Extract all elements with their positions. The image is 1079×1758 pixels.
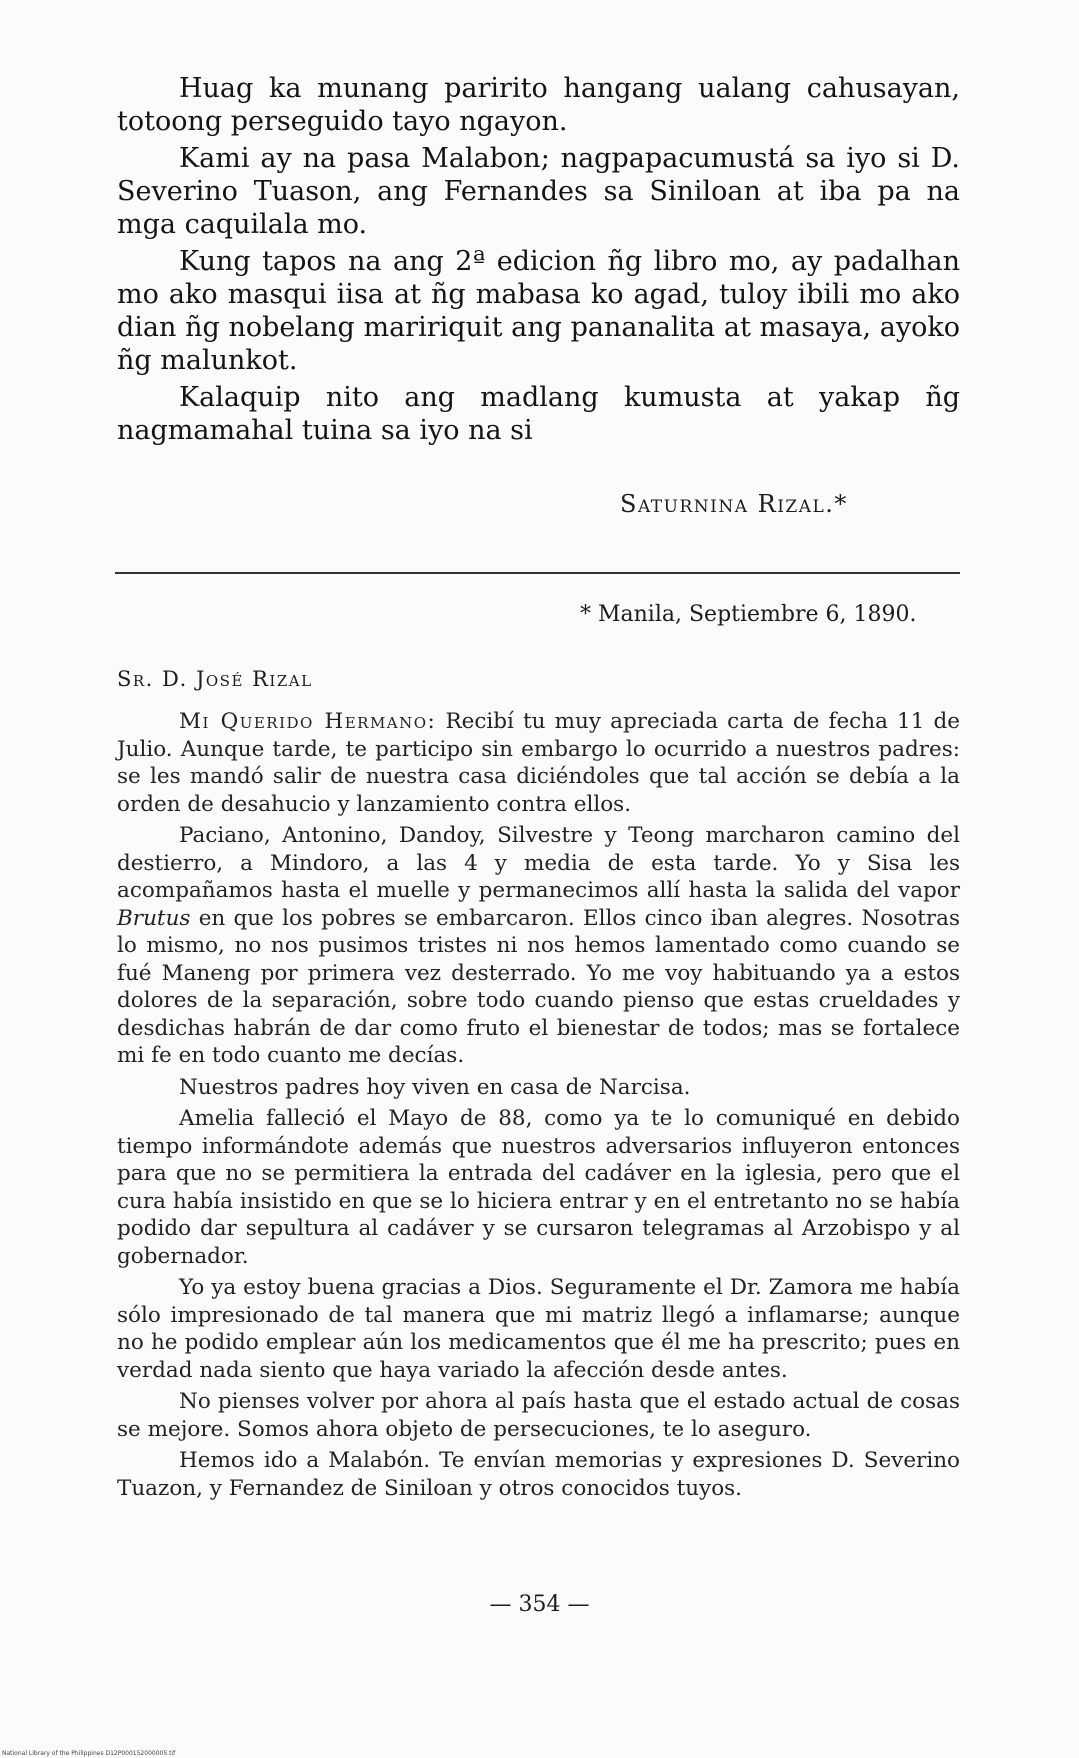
salutation: Mi Querido Hermano: [179, 709, 437, 734]
addressee: Sr. D. José Rizal [117, 667, 313, 691]
paragraph: Kalaquip nito ang madlang kumusta at yakap ñg nagmamahal tuina sa iyo na si [117, 382, 960, 446]
paragraph: Nuestros padres hoy viven en casa de Narcisa. [179, 1074, 691, 1100]
page-number: — 354 — [489, 1592, 590, 1617]
letter-tagalog [117, 72, 960, 447]
paragraph [117, 822, 960, 1070]
letter-spanish [117, 708, 960, 1502]
paragraph: Kami ay na pasa Malabon; nagpapacumustá sa iyo si D. Severino Tuason, ang Fernandes sa Siniloan at iba pa na mga caquilala mo. [117, 143, 960, 240]
paragraph: Hemos ido a Malabón. Te envían memorias y expresiones D. Severino Tuazon, y Fernandez de Siniloan y otros conocidos tuyos. [117, 1448, 960, 1501]
paragraph-text: Paciano, Antonino, Dandoy, Silvestre y Teong marcharon camino del destierro, a Mindoro, a las 4 y media de esta tarde. Yo y Sisa les acompañamos hasta el muelle y permanecimos allí hasta la salida del vapor [117, 823, 960, 903]
paragraph: Yo ya estoy buena gracias a Dios. Seguramente el Dr. Zamora me había sólo impresionado de tal manera que mi matriz llegó a inflamarse; aunque no he podido emplear aún los medicamentos que él me ha prescrito; pues en verdad nada siento que haya variado la afección desde antes. [117, 1275, 960, 1383]
paragraph: Amelia falleció el Mayo de 88, como ya te lo comuniqué en debido tiempo informándote además que nuestros adversarios influyeron entonces para que no se permitiera la entrada del cadáver en la iglesia, pero que el cura había insistido en que se lo hiciera entrar y en el entretanto no se había podido dar sepultura al cadáver y se cursaron telegramas al Arzobispo y al gobernador. [117, 1106, 960, 1269]
ship-name: Brutus [117, 905, 191, 931]
paragraph: Kung tapos na ang 2ª edicion ñg libro mo, ay padalhan mo ako masqui iisa at ñg mabasa ko agad, tuloy ibili mo ako dian ñg nobelang maririquit ang pananalita at masaya, ayoko ñg malunkot. [117, 246, 960, 376]
signature: Saturnina Rizal.* [620, 490, 848, 518]
paragraph-text: Recibí tu muy apreciada carta de fecha 11 de Julio. Aunque tarde, te participo sin embargo lo ocurrido a nuestros padres: se les mandó salir de nuestra casa diciéndoles que tal acción se debía a la orden de desahucio y lanzamiento contra ellos. [117, 709, 960, 817]
divider [115, 572, 960, 574]
footnote-dateline: * Manila, Septiembre 6, 1890. [580, 602, 917, 627]
paragraph-text: en que los pobres se embarcaron. Ellos cinco iban alegres. Nosotras lo mismo, no nos pusimos tristes ni nos hemos lamentado como cuando se fué Maneng por primera vez desterrado. Yo me voy habituando ya a estos dolores de la separación, sobre todo cuando pienso que estas crueldades y desdichas habrán de dar como fruto el bienestar de todos; mas se fortalece mi fe en todo cuanto me decías. [117, 905, 960, 1068]
archive-footer: National Library of the Philippines D12P000152000005.tif [2, 1750, 176, 1757]
paragraph: Huag ka munang paririto hangang ualang cahusayan, totoong perseguido tayo ngayon. [117, 73, 960, 137]
paragraph [117, 708, 960, 818]
paragraph: No pienses volver por ahora al país hasta que el estado actual de cosas se mejore. Somos ahora objeto de persecuciones, te lo aseguro. [117, 1389, 960, 1442]
